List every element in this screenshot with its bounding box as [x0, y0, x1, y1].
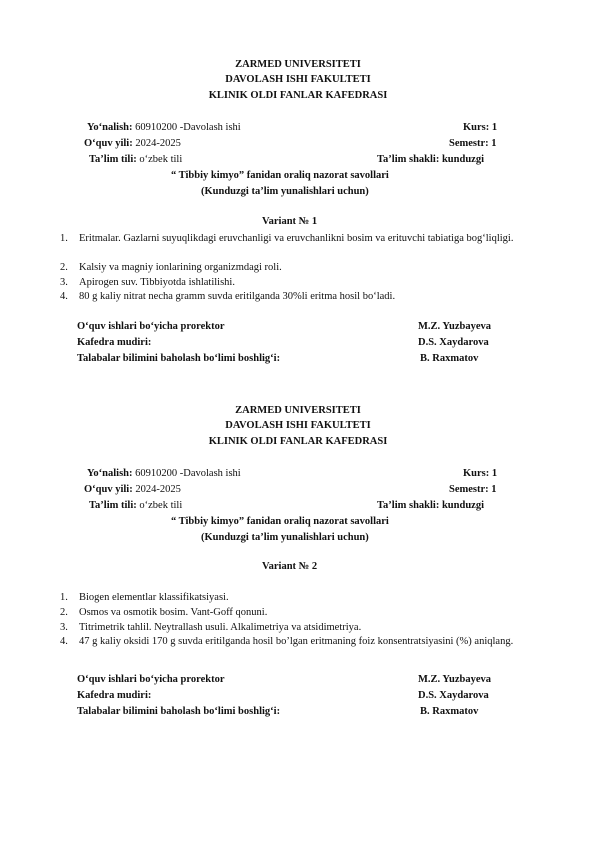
study-form-label: Ta’lim shakli: kunduzgi	[377, 154, 484, 165]
question-number: 4.	[60, 291, 68, 302]
question-number: 1.	[60, 233, 68, 244]
signature-name: M.Z. Yuzbayeva	[418, 321, 492, 332]
question-number: 2.	[60, 607, 68, 618]
question-text: Biogen elementlar klassifikatsiyasi.	[79, 592, 229, 603]
variant-title: Variant № 1	[262, 216, 318, 227]
year-label: O‘quv yili:	[84, 484, 133, 495]
question-number: 2.	[60, 262, 68, 273]
faculty-title: DAVOLASH ISHI FAKULTETI	[225, 420, 371, 431]
year-value: 2024-2025	[135, 138, 181, 149]
year-line	[84, 483, 181, 496]
faculty-title: DAVOLASH ISHI FAKULTETI	[225, 74, 371, 85]
direction-line	[87, 121, 241, 134]
subject-note: (Kunduzgi ta’lim yunalishlari uchun)	[201, 532, 369, 543]
study-form-label: Ta’lim shakli: kunduzgi	[377, 500, 484, 511]
subject-note: (Kunduzgi ta’lim yunalishlari uchun)	[201, 186, 369, 197]
subject-title: “ Tibbiy kimyo” fanidan oraliq nazorat savollari	[171, 170, 389, 181]
signature-name: B. Raxmatov	[420, 706, 479, 717]
signature-role: Talabalar bilimini baholash bo‘limi boshlig‘i:	[77, 706, 281, 717]
question-number: 3.	[60, 277, 68, 288]
language-label: Ta’lim tili:	[89, 500, 137, 511]
department-title: KLINIK OLDI FANLAR KAFEDRASI	[208, 90, 388, 101]
question-number: 1.	[60, 592, 68, 603]
subject-title: “ Tibbiy kimyo” fanidan oraliq nazorat savollari	[171, 516, 389, 527]
direction-line	[87, 467, 241, 480]
variant-title: Variant № 2	[262, 561, 318, 572]
signature-role: O‘quv ishlari bo‘yicha prorektor	[77, 674, 225, 685]
question-text: 47 g kaliy oksidi 170 g suvda eritilganda hosil bo’lgan eritmaning foiz konsentratsiyasini (%) aniqlang.	[79, 636, 514, 647]
language-value: o‘zbek tili	[139, 154, 183, 165]
question-text: Apirogen suv. Tibbiyotda ishlatilishi.	[79, 277, 235, 288]
university-title: ZARMED UNIVERSITETI	[235, 405, 361, 416]
language-label: Ta’lim tili:	[89, 154, 137, 165]
direction-value: 60910200 -Davolash ishi	[135, 122, 241, 133]
signature-name: B. Raxmatov	[420, 353, 479, 364]
year-label: O‘quv yili:	[84, 138, 133, 149]
question-text: Eritmalar. Gazlarni suyuqlikdagi eruvchanligi va eruvchanlikni bosim va erituvchi tabiatiga bog‘liqligi.	[79, 233, 514, 244]
signature-role: Kafedra mudiri:	[77, 690, 152, 701]
question-number: 4.	[60, 636, 68, 647]
course-label: Kurs: 1	[463, 122, 498, 133]
semester-label: Semestr: 1	[449, 484, 497, 495]
question-text: 80 g kaliy nitrat necha gramm suvda eritilganda 30%li eritma hosil bo‘ladi.	[79, 291, 396, 302]
semester-label: Semestr: 1	[449, 138, 497, 149]
course-label: Kurs: 1	[463, 468, 498, 479]
language-line	[89, 153, 182, 166]
direction-label: Yo‘nalish:	[87, 468, 133, 479]
direction-value: 60910200 -Davolash ishi	[135, 468, 241, 479]
signature-name: M.Z. Yuzbayeva	[418, 674, 492, 685]
signature-name: D.S. Xaydarova	[418, 337, 489, 348]
year-value: 2024-2025	[135, 484, 181, 495]
direction-label: Yo‘nalish:	[87, 122, 133, 133]
department-title: KLINIK OLDI FANLAR KAFEDRASI	[208, 436, 388, 447]
university-title: ZARMED UNIVERSITETI	[235, 59, 361, 70]
question-number: 3.	[60, 622, 68, 633]
question-text: Kalsiy va magniy ionlarining organizmdagi roli.	[79, 262, 282, 273]
signature-role: O‘quv ishlari bo‘yicha prorektor	[77, 321, 225, 332]
question-text: Titrimetrik tahlil. Neytrallash usuli. Alkalimetriya va atsidimetriya.	[79, 622, 362, 633]
language-line	[89, 499, 182, 512]
signature-role: Talabalar bilimini baholash bo‘limi boshlig‘i:	[77, 353, 281, 364]
signature-role: Kafedra mudiri:	[77, 337, 152, 348]
year-line	[84, 137, 181, 150]
signature-name: D.S. Xaydarova	[418, 690, 489, 701]
language-value: o‘zbek tili	[139, 500, 183, 511]
question-text: Osmos va osmotik bosim. Vant-Goff qonuni.	[79, 607, 268, 618]
